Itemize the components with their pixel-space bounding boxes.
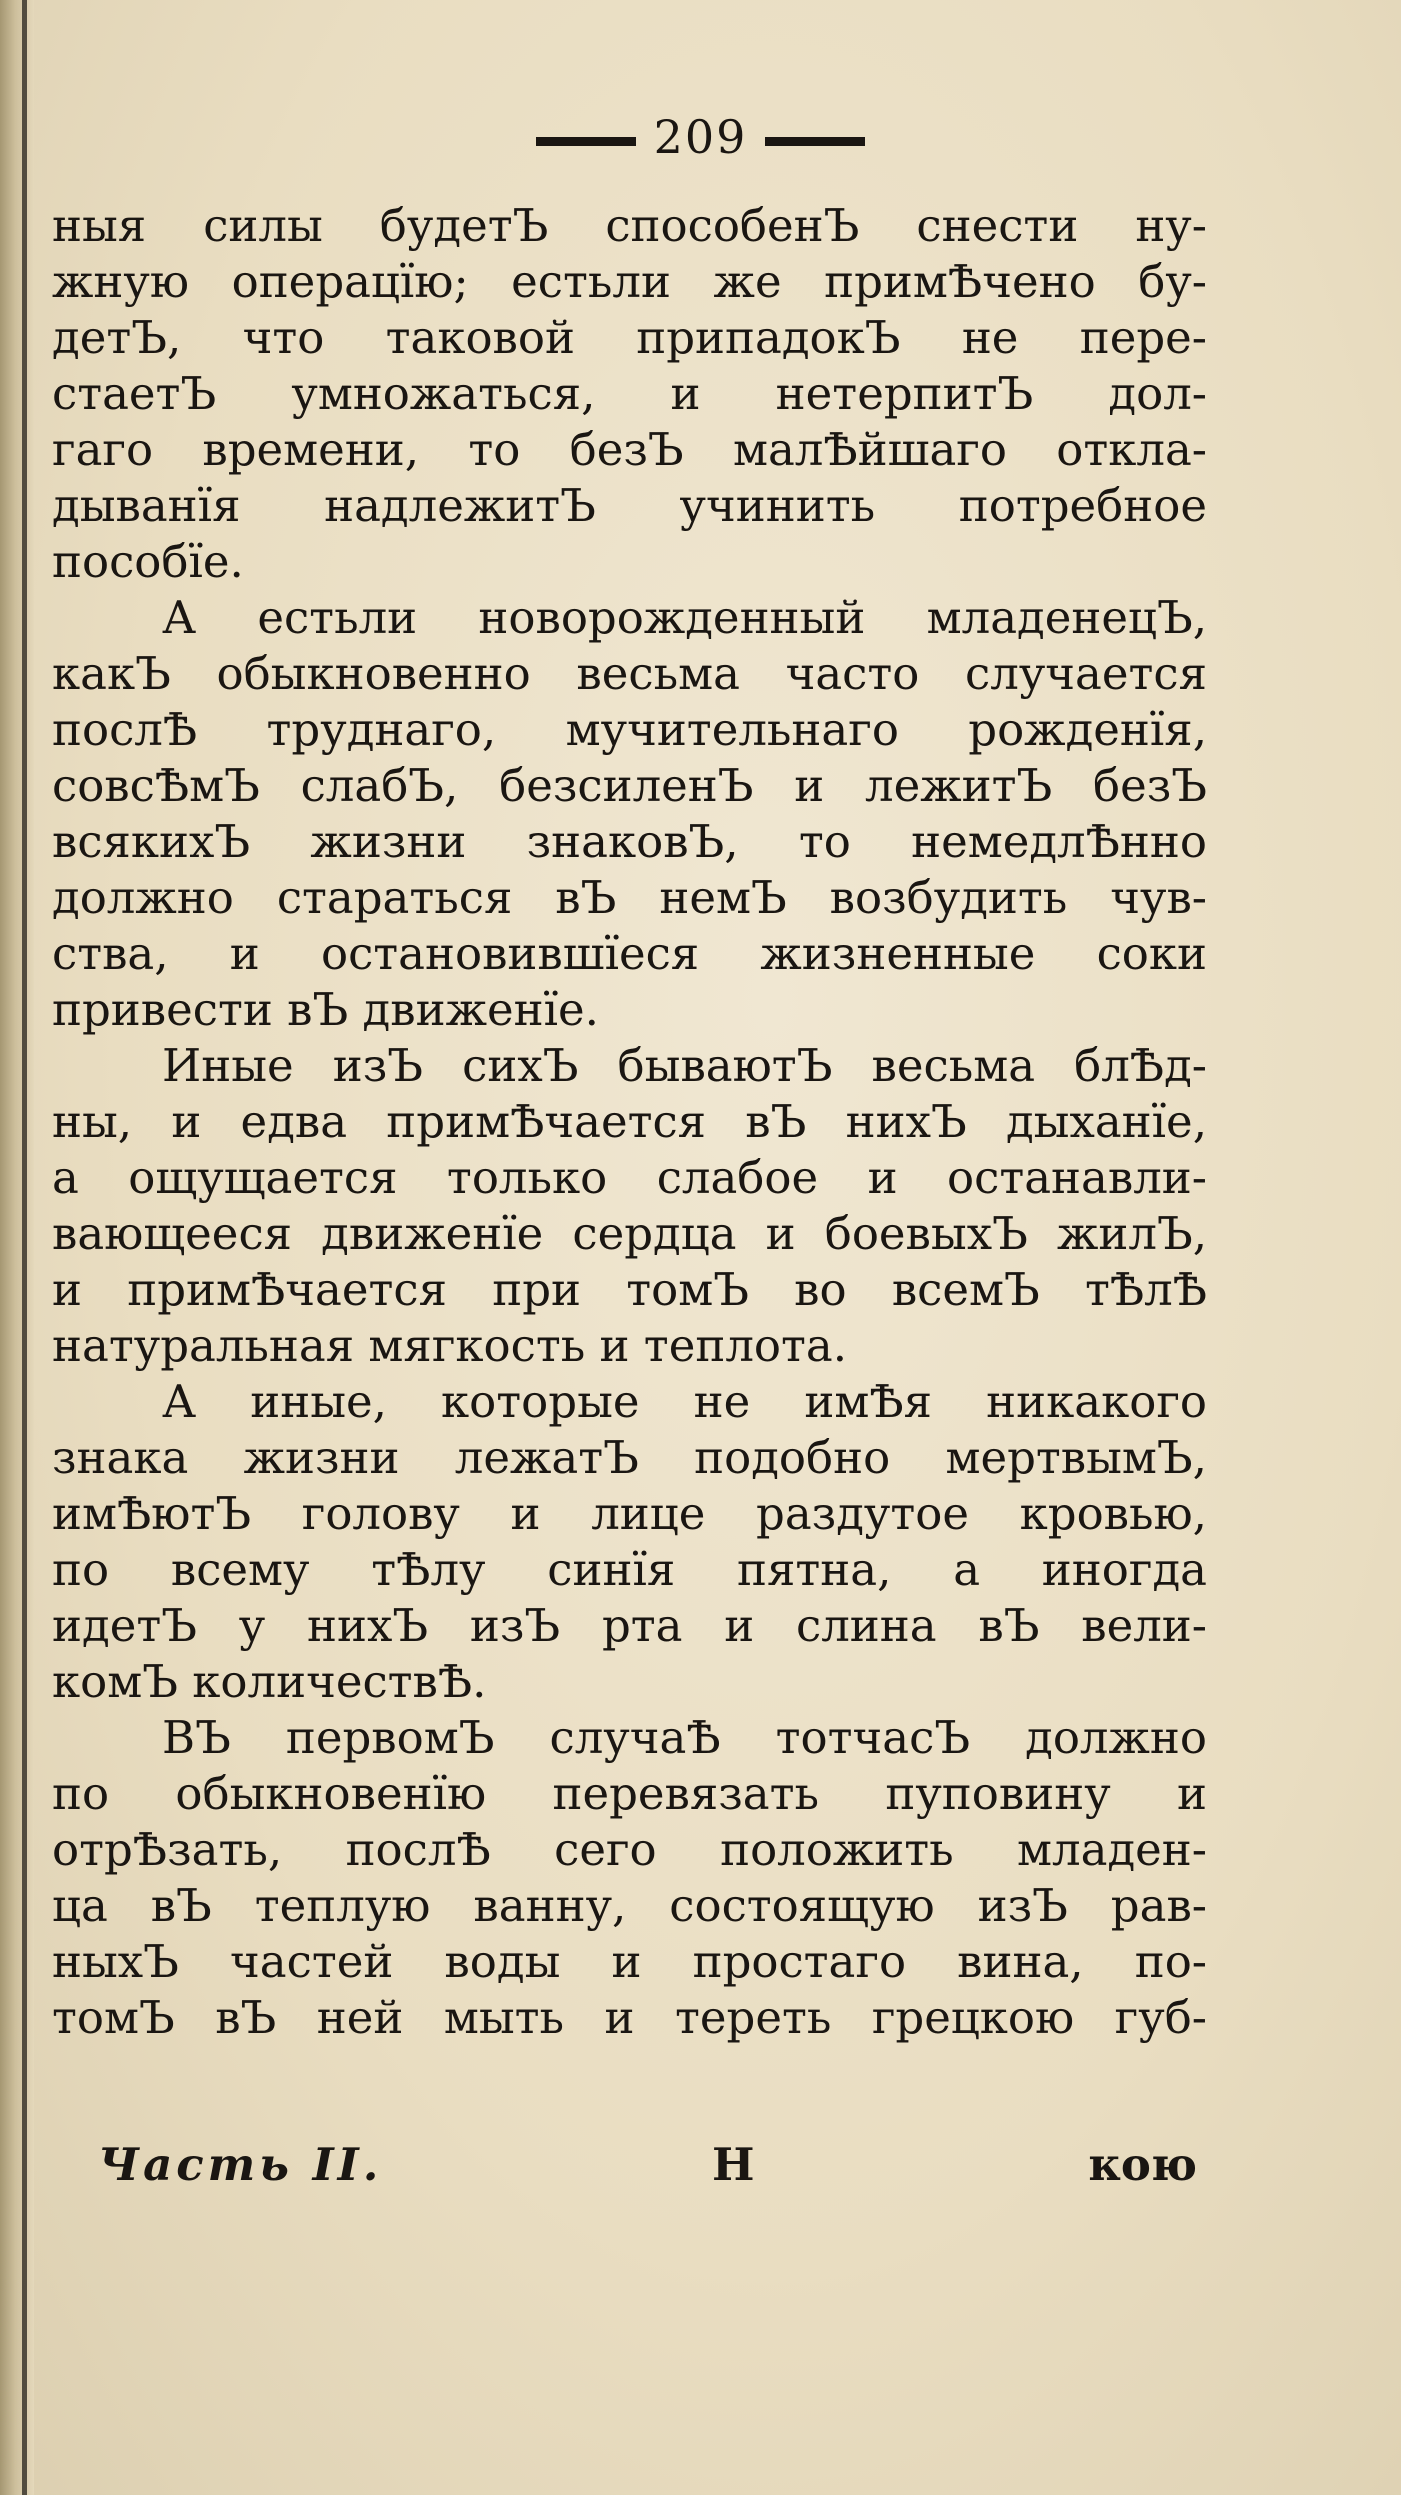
text-line: А иные, которые не имѢя никакого [162, 1375, 1207, 1428]
text-line: ца вЪ теплую ванну, состоящую изЪ рав- [52, 1879, 1207, 1932]
header-dash-right [765, 137, 865, 146]
text-line: жную операцїю; естьли же примѢчено бу- [52, 255, 1207, 308]
text-line: дыванїя надлежитЪ учинить потребное [52, 479, 1207, 532]
text-line: пособїе. [52, 535, 244, 588]
text-line: отрѢзать, послѢ сего положить младен- [52, 1823, 1207, 1876]
page-footer [52, 2138, 1207, 2198]
text-line: ныхЪ частей воды и простаго вина, по- [52, 1935, 1207, 1988]
text-line: должно стараться вЪ немЪ возбудить чув- [52, 871, 1207, 924]
text-line: и примѢчается при томЪ во всемЪ тѢлѢ [52, 1263, 1207, 1316]
text-line: всякихЪ жизни знаковЪ, то немедлѢнно [52, 815, 1207, 868]
text-line: томЪ вЪ ней мыть и тереть грецкою губ- [52, 1991, 1207, 2044]
text-line: натуральная мягкость и теплота. [52, 1319, 848, 1372]
text-line: совсѢмЪ слабЪ, безсиленЪ и лежитЪ безЪ [52, 759, 1207, 812]
text-line: А естьли новорожденный младенецЪ, [162, 591, 1207, 644]
text-line: послѢ труднаго, мучительнаго рожденїя, [52, 703, 1207, 756]
header-dash-left [536, 137, 636, 146]
text-line: вающееся движенїе сердца и боевыхЪ жилЪ, [52, 1207, 1207, 1260]
signature-mark: Н [712, 2138, 755, 2191]
body-text [52, 198, 1207, 2046]
text-line: детЪ, что таковой припадокЪ не пере- [52, 311, 1207, 364]
text-line: ВЪ первомЪ случаѢ тотчасЪ должно [162, 1711, 1207, 1764]
page-binding-edge [0, 0, 34, 2495]
text-line: стаетЪ умножаться, и нетерпитЪ дол- [52, 367, 1207, 420]
text-line: идетЪ у нихЪ изЪ рта и слина вЪ вели- [52, 1599, 1207, 1652]
text-line: по обыкновенїю перевязать пуповину и [52, 1767, 1207, 1820]
text-line: ства, и остановившїеся жизненные соки [52, 927, 1207, 980]
text-line: привести вЪ движенїе. [52, 983, 599, 1036]
text-line: а ощущается только слабое и останавли- [52, 1151, 1207, 1204]
text-line: ныя силы будетЪ способенЪ снести ну- [52, 199, 1207, 252]
catchword: кою [1088, 2138, 1197, 2191]
text-line: Иные изЪ сихЪ бываютЪ весьма блѢд- [162, 1039, 1207, 1092]
text-line: какЪ обыкновенно весьма часто случается [52, 647, 1207, 700]
part-label: Часть II. [98, 2138, 383, 2191]
page-header [0, 110, 1401, 164]
text-line: комЪ количествѢ. [52, 1655, 487, 1708]
text-line: знака жизни лежатЪ подобно мертвымЪ, [52, 1431, 1207, 1484]
page-number: 209 [653, 110, 748, 164]
text-line: ны, и едва примѢчается вЪ нихЪ дыханїе, [52, 1095, 1207, 1148]
text-line: по всему тѢлу синїя пятна, а иногда [52, 1543, 1207, 1596]
text-line: гаго времени, то безЪ малѢйшаго откла- [52, 423, 1207, 476]
text-line: имѢютЪ голову и лице раздутое кровью, [52, 1487, 1207, 1540]
